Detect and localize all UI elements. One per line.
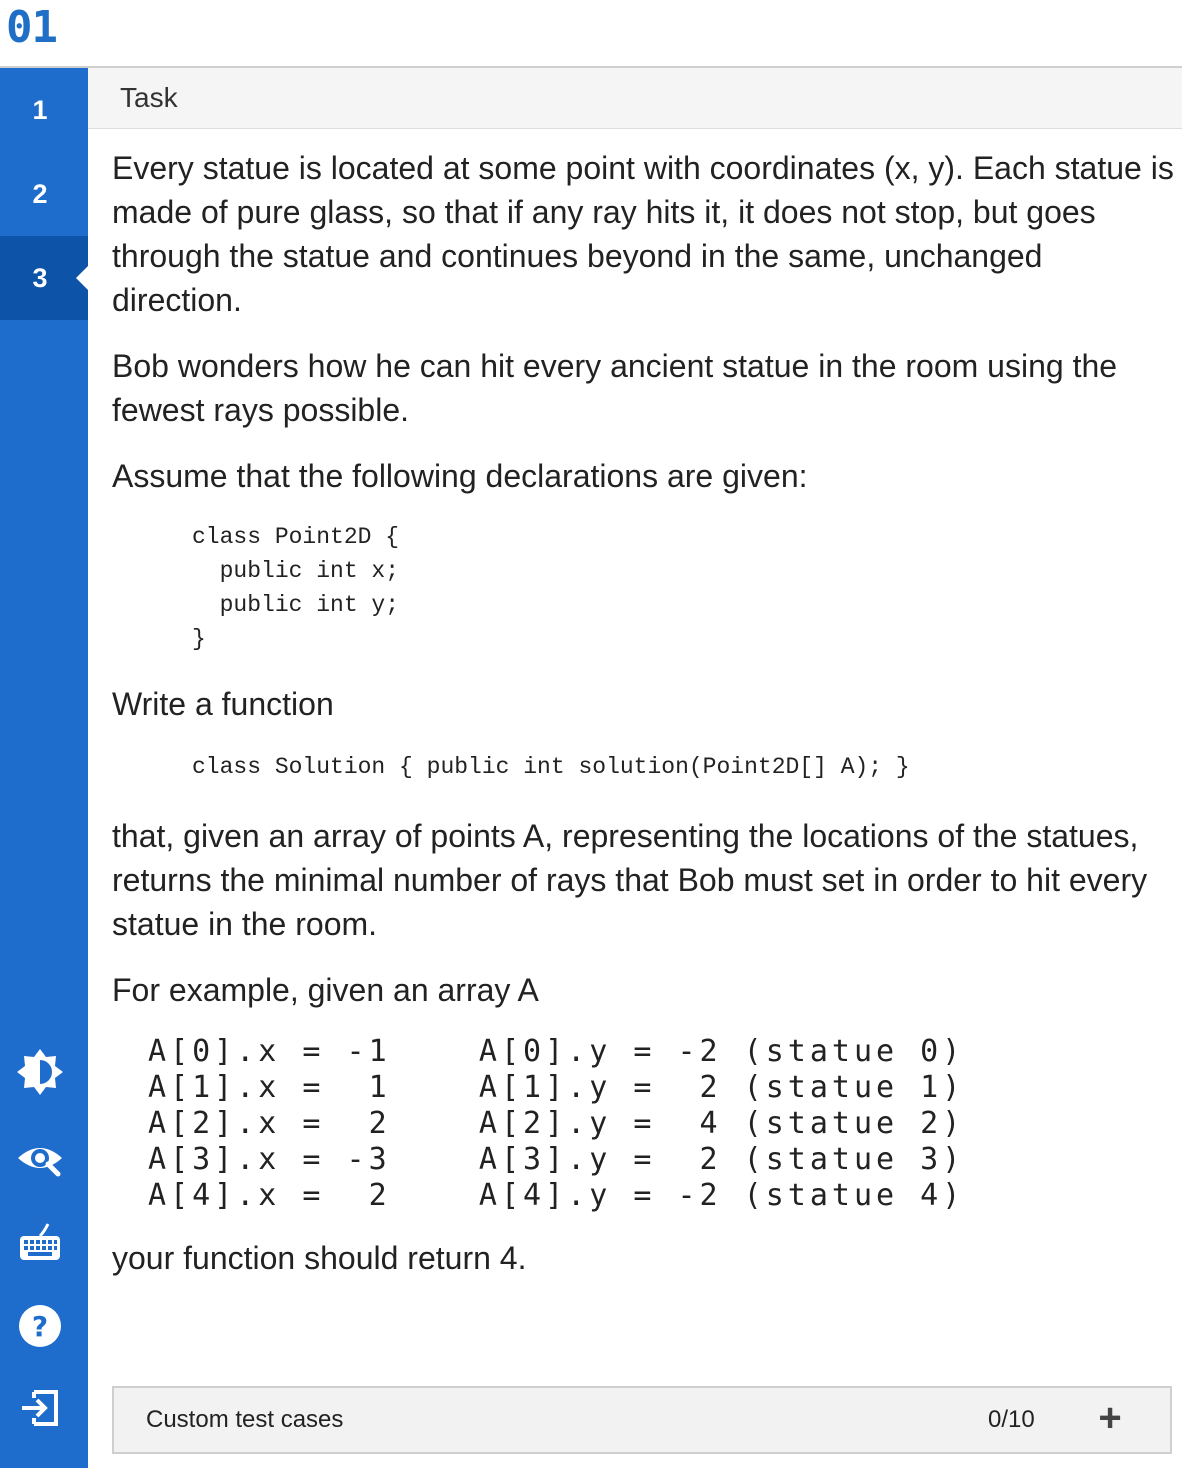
custom-test-cases-label: Custom test cases xyxy=(146,1406,344,1433)
task-header xyxy=(88,68,1182,129)
add-test-case-button[interactable]: + xyxy=(1098,1396,1122,1440)
custom-test-cases-panel[interactable] xyxy=(112,1386,1172,1454)
task-paragraph: For example, given an array A xyxy=(112,972,539,1008)
nav-item-label: 3 xyxy=(32,262,48,293)
sidebar xyxy=(0,68,88,1468)
task-paragraph: Bob wonders how he can hit every ancient statue in the room using the fewest rays possible. xyxy=(112,348,1118,428)
svg-text:?: ? xyxy=(31,1310,49,1343)
top-bar xyxy=(0,0,1182,68)
keyboard-icon[interactable] xyxy=(14,1218,66,1270)
nav-item-3[interactable] xyxy=(0,236,88,320)
task-header-title: Task xyxy=(120,82,178,113)
nav-item-label: 1 xyxy=(32,94,48,125)
task-paragraph: your function should return 4. xyxy=(112,1240,527,1276)
task-paragraph: Every statue is located at some point with coordinates (x, y). Each statue is made of pure glass, so that if any ray hits it, it does not stop, but goes through the statue and continues beyond in the same, unchanged direction. xyxy=(112,150,1174,318)
nav-item-label: 2 xyxy=(32,178,48,209)
app-logo: 01 xyxy=(6,2,57,53)
task-paragraph: Write a function xyxy=(112,686,334,722)
example-block: A[0].x = -1 A[0].y = -2 (statue 0) A[1].x = 1 A[1].y = 2 (statue 1) A[2].x = 2 A[2].y = 4 (statue 2) A[3].x = -3 A[3].y = 2 (statue 3) A[4].x = 2 A[4].y = -2 (statue 4) xyxy=(148,1034,965,1213)
task-paragraph: that, given an array of points A, representing the locations of the statues, returns the minimal number of rays that Bob must set in order to hit every statue in the room. xyxy=(112,818,1148,942)
test-case-count: 0/10 xyxy=(988,1406,1035,1433)
code-signature: class Solution { public int solution(Point2D[] A); } xyxy=(192,754,910,780)
eye-icon[interactable] xyxy=(14,1132,66,1184)
task-description xyxy=(112,146,1176,1302)
nav-item-2[interactable] xyxy=(0,152,88,236)
code-declarations: class Point2D { public int x; public int y; } xyxy=(192,524,400,652)
contrast-icon[interactable] xyxy=(14,1046,66,1098)
exit-icon[interactable] xyxy=(14,1382,66,1434)
help-icon[interactable] xyxy=(14,1300,66,1352)
nav-item-1[interactable] xyxy=(0,68,88,152)
main-panel xyxy=(88,68,1182,1468)
task-paragraph: Assume that the following declarations are given: xyxy=(112,458,808,494)
